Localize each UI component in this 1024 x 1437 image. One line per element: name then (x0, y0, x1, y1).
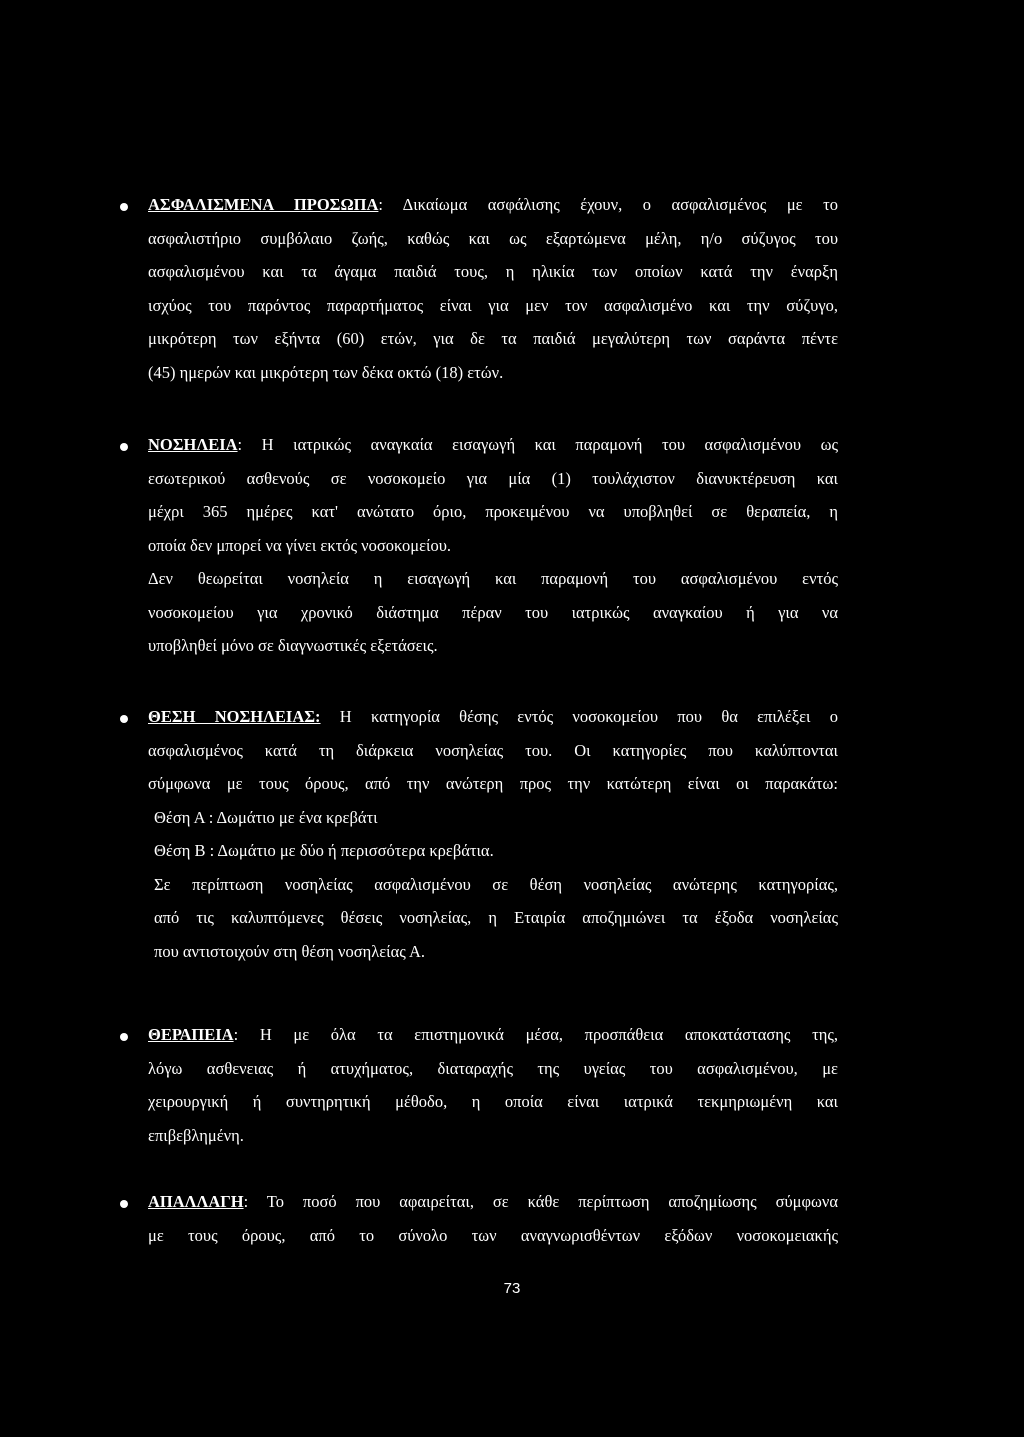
definition-term: ΘΕΡΑΠΕΙΑ (148, 1025, 234, 1044)
definition-text: ΘΕΣΗ ΝΟΣΗΛΕΙΑΣ: Η κατηγορία θέσης εντός νοσοκομείου που θα επιλέξει ο ασφαλισμένος κατά τη διάρκεια νοσηλείας του. Οι κατηγορίες που καλύπτονται σύμφωνα με τους όρους, από την ανώτερη προς την κατώτερη είναι οι παρακάτω: Θέση Α : Δωμάτιο με ένα κρεβάτι Θέση Β : Δωμάτιο με δύο ή περισσότερα κρεβάτια. Σε περίπτωση νοσηλείας ασφαλισμένου σε θέση νοσηλείας ανώτερης κατηγορίας, από τις καλυπτόμενες θέσεις νοσηλείας, η Εταιρία αποζημιώνει τα έξοδα νοσηλείας που αντιστοιχούν στη θέση νοσηλείας Α. (148, 707, 838, 961)
bullet-icon (120, 443, 128, 451)
definition-text: ΘΕΡΑΠΕΙΑ: Η με όλα τα επιστημονικά μέσα, προσπάθεια αποκατάστασης της, λόγω ασθενειας ή ατυχήματος, διαταραχής της υγείας του ασφαλισμένου, με χειρουργική ή συντηρητική μέθοδο, η οποία είναι ιατρικά τεκμηριωμένη και επιβεβλημένη. (148, 1025, 838, 1145)
definition-text: ΑΣΦΑΛΙΣΜΕΝΑ ΠΡΟΣΩΠΑ: Δικαίωμα ασφάλισης έχουν, ο ασφαλισμένος με το ασφαλιστήριο συμβόλαιο ζωής, καθώς και ως εξαρτώμενα μέλη, η/ο σύζυγος του ασφαλισμένου και τα άγαμα παιδιά τους, η ηλικία των οποίων κατά την έναρξη ισχύος του παρόντος παραρτήματος είναι για μεν τον ασφαλισμένο και την σύζυγο, μικρότερη των εξήντα (60) ετών, για δε τα παιδιά μεγαλύτερη των σαράντα πέντε (45) ημερών και μικρότερη των δέκα οκτώ (18) ετών. (148, 195, 839, 382)
definition-term: ΑΣΦΑΛΙΣΜΕΝΑ ΠΡΟΣΩΠΑ (148, 195, 379, 214)
definition-text: ΑΠΑΛΛΑΓΗ: Το ποσό που αφαιρείται, σε κάθε περίπτωση αποζημίωσης σύμφωνα με τους όρους, από το σύνολο των αναγνωρισθέντων εξόδων νοσοκομειακής (148, 1192, 838, 1245)
bullet-icon (120, 1033, 128, 1041)
definition-term: ΘΕΣΗ ΝΟΣΗΛΕΙΑΣ: (148, 707, 321, 726)
bullet-icon (120, 715, 128, 723)
definition-text: ΝΟΣΗΛΕΙΑ: Η ιατρικώς αναγκαία εισαγωγή και παραμονή του ασφαλισμένου ως εσωτερικού ασθενούς σε νοσοκομείο για μία (1) τουλάχιστον διανυκτέρευση και μέχρι 365 ημέρες κατ' ανώτατο όριο, προκειμένου να υποβληθεί σε θεραπεία, η οποία δεν μπορεί να γίνει εκτός νοσοκομείου. Δεν θεωρείται νοσηλεία η εισαγωγή και παραμονή του ασφαλισμένου εντός νοσοκομείου για χρονικό διάστημα πέραν του ιατρικώς αναγκαίου ή για να υποβληθεί μόνο σε διαγνωστικές εξετάσεις. (148, 435, 838, 655)
page-number: 73 (503, 1280, 521, 1297)
definition-term: ΑΠΑΛΛΑΓΗ (148, 1192, 244, 1211)
bullet-icon (120, 203, 128, 211)
bullet-icon (120, 1200, 128, 1208)
definition-term: ΝΟΣΗΛΕΙΑ (148, 435, 238, 454)
